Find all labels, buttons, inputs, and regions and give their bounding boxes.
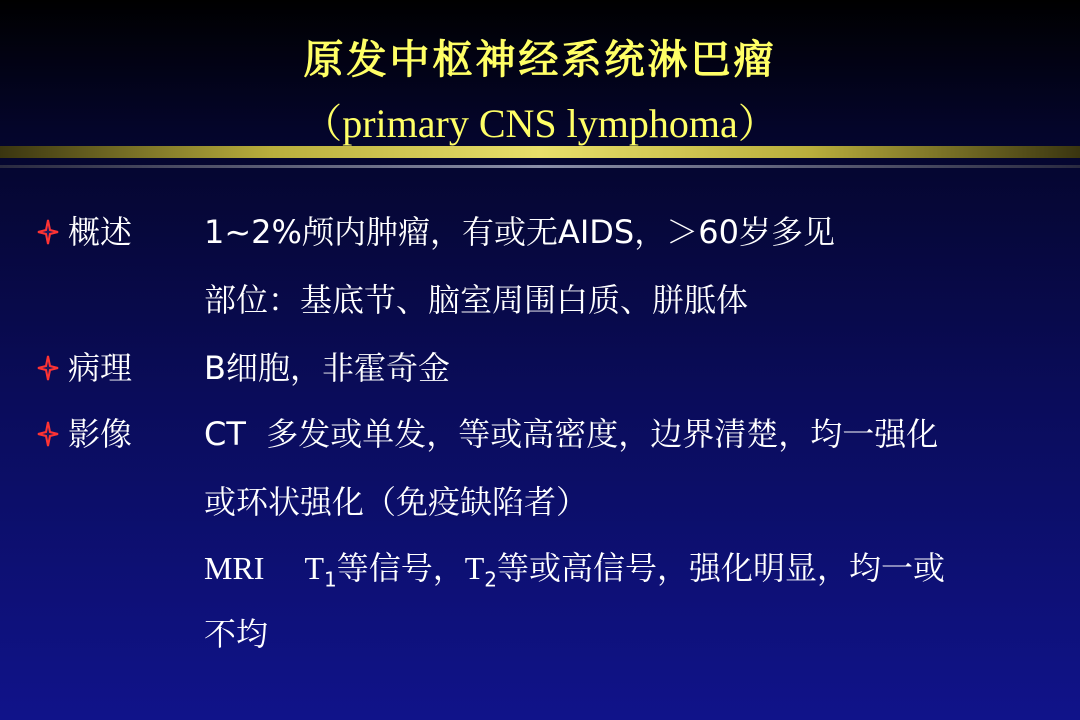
t2-text: 等或高信号，强化明显，均一或 bbox=[497, 549, 946, 587]
section-label: 影像 bbox=[68, 415, 133, 453]
four-point-star-icon bbox=[36, 414, 60, 454]
page-title: 原发中枢神经系统淋巴瘤 bbox=[303, 37, 777, 83]
four-point-star-icon bbox=[36, 212, 60, 252]
page-subtitle: （primary CNS lymphoma） bbox=[302, 101, 778, 146]
title-divider bbox=[0, 146, 1080, 158]
section-line: 1~2%颅内肿瘤，有或无AIDS，＞60岁多见 bbox=[204, 213, 835, 251]
section-line: B细胞，非霍奇金 bbox=[204, 349, 450, 387]
mri-prefix: MRI bbox=[204, 550, 265, 586]
section-label: 概述 bbox=[68, 213, 133, 251]
t2-label: T bbox=[464, 550, 485, 586]
t1-label: T bbox=[304, 550, 324, 586]
title-divider-thin bbox=[0, 165, 1080, 168]
section-line: CT 多发或单发，等或高密度，边界清楚，均一强化 bbox=[204, 415, 939, 453]
t1-text: 等信号， bbox=[336, 549, 465, 587]
section-line: 不均 bbox=[204, 615, 269, 653]
section-line: 部位：基底节、脑室周围白质、胼胝体 bbox=[204, 281, 749, 319]
section-label: 病理 bbox=[68, 349, 133, 387]
t2-subscript: 2 bbox=[484, 567, 498, 592]
mri-line bbox=[204, 548, 945, 599]
section-line: 或环状强化（免疫缺陷者） bbox=[204, 483, 589, 521]
t1-subscript: 1 bbox=[324, 567, 337, 592]
four-point-star-icon bbox=[36, 348, 60, 388]
